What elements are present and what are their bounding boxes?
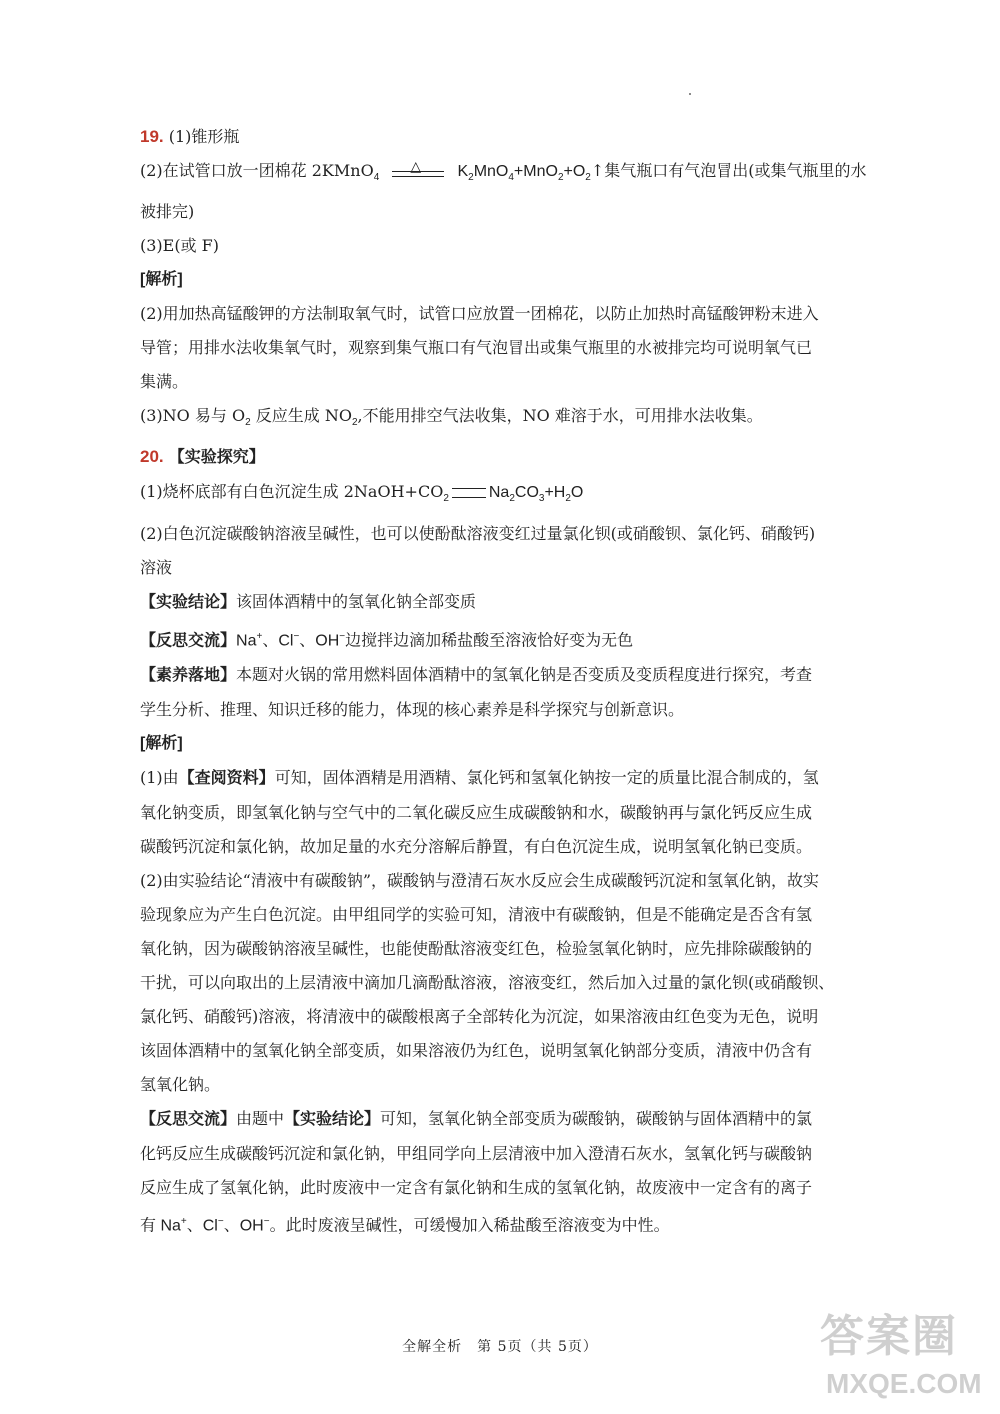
literacy-tag: 【素养落地】	[140, 666, 237, 684]
q19-answer-1: (1)锥形瓶	[168, 127, 240, 146]
reference-tag: 【查阅资料】	[178, 769, 275, 787]
conclusion-tag: 【实验结论】	[140, 593, 237, 611]
q20-literacy-line1: 【素养落地】本题对火锅的常用燃料固体酒精中的氢氧化钠是否变质及变质程度进行探究，考查	[140, 664, 813, 684]
q20-analysis-1-line3: 碳酸钙沉淀和氯化钠，故加足量的水充分溶解后静置，有白色沉淀生成，说明氢氧化钠已变质。	[140, 836, 813, 856]
q19-analysis-heading: [解析]	[140, 271, 183, 289]
q20-literacy-line2: 学生分析、推理、知识迁移的能力，体现的核心素养是科学探究与创新意识。	[140, 699, 685, 719]
q20-analysis-2-line4: 干扰，可以向取出的上层清液中滴加几滴酚酞溶液，溶液变红，然后加入过量的氯化钡(或硝酸钡、	[140, 972, 835, 992]
q20-analysis-2-line6: 该固体酒精中的氢氧化钠全部变质，如果溶液仍为红色，说明氢氧化钠部分变质，清液中仍含有	[140, 1040, 813, 1060]
watermark-site: MXQE.COM	[826, 1368, 982, 1399]
q20-reflect-analysis-line4: 有 Na+、Cl−、OH−。此时废液呈碱性，可缓慢加入稀盐酸至溶液变为中性。	[140, 1215, 670, 1235]
reaction-equals-sign	[452, 488, 486, 498]
q19-analysis-2-line1: (2)用加热高锰酸钾的方法制取氧气时，试管口应放置一团棉花，以防止加热时高锰酸钾粉末进入	[140, 304, 819, 324]
question-number-19: 19.	[140, 127, 164, 146]
q20-analysis-2-line3: 氧化钠，因为碳酸钠溶液呈碱性，也能使酚酞溶液变红色，检验氢氧化钠时，应先排除碳酸钠的	[140, 938, 813, 958]
q20-analysis-1-line2: 氧化钠变质，即氢氧化钠与空气中的二氧化碳反应生成碳酸钠和水，碳酸钠再与氯化钙反应生成	[140, 802, 813, 822]
q19-analysis-3: (3)NO 易与 $O_2$ 反应生成 $NO_2$,不能用排空气法收集，NO 难溶于水，可用排水法收集。	[140, 406, 763, 429]
q19-part2-cont: 被排完)	[140, 202, 195, 222]
heating-condition-symbol	[392, 158, 444, 182]
page-footer: 全解全析 第 5页（共 5页）	[402, 1339, 598, 1355]
q20-heading	[140, 440, 885, 475]
q20-analysis-2-line5: 氯化钙、硝酸钙)溶液，将清液中的碳酸根离子全部转化为沉淀，如果溶液由红色变为无色，说明	[140, 1006, 819, 1026]
q20-part2-line2: 溶液	[140, 557, 173, 577]
q20-part1: (1)烧杯底部有白色沉淀生成 $2NaOH+CO_2$ $Na_2CO_3+H_2O$	[140, 482, 584, 505]
q20-analysis-heading: [解析]	[140, 734, 183, 752]
page-speck	[689, 93, 691, 95]
q20-reflect-analysis-line3: 反应生成了氢氧化钠，此时废液中一定含有氯化钠和生成的氢氧化钠，故废液中一定含有的离子	[140, 1177, 813, 1197]
q20-analysis-2-line7: 氢氧化钠。	[140, 1074, 221, 1094]
q20-title-tag: 【实验探究】	[168, 449, 265, 467]
q19-part3: (3)E(或 F)	[140, 236, 220, 256]
q20-analysis-2-line1: (2)由实验结论“清液中有碳酸钠”，碳酸钠与澄清石灰水反应会生成碳酸钙沉淀和氢氧化钠，故实	[140, 870, 820, 890]
site-watermark	[820, 1300, 982, 1410]
q19-analysis-2-line3: 集满。	[140, 372, 189, 392]
q19-part1	[140, 120, 885, 154]
q19-part2: (2)在试管口放一团棉花 2KMnO$_4$ △ $K_2MnO_4+MnO_2+O_2↑$集气瓶口有气泡冒出(或集气瓶里的水	[140, 154, 885, 195]
question-number-20: 20.	[140, 447, 164, 467]
answer-content	[140, 120, 885, 1243]
q20-analysis-2-line2: 验现象应为产生白色沉淀。由甲组同学的实验可知，清液中有碳酸钠，但是不能确定是否含有氢	[140, 904, 813, 924]
triangle-heat-icon: △	[410, 158, 422, 175]
q20-reflect-analysis-line1: 【反思交流】由题中【实验结论】可知，氢氧化钠全部变质为碳酸钠，碳酸钠与固体酒精中的氯	[140, 1108, 813, 1128]
q20-part2-line1: (2)白色沉淀碳酸钠溶液呈碱性，也可以使酚酞溶液变红过量氯化钡(或硝酸钡、氯化钙、硝酸钙)	[140, 523, 816, 543]
q20-analysis-1-line1: (1)由【查阅资料】可知，固体酒精是用酒精、氯化钙和氢氧化钠按一定的质量比混合制成的，氢	[140, 767, 819, 787]
watermark-logo: 答案圈	[820, 1311, 958, 1362]
q19-analysis-2-line2: 导管；用排水法收集氧气时，观察到集气瓶口有气泡冒出或集气瓶里的水被排完均可说明氧气已	[140, 338, 813, 358]
reflection-tag: 【反思交流】	[140, 631, 237, 649]
q20-reflection: 【反思交流】Na+、Cl−、OH−边搅拌边滴加稀盐酸至溶液恰好变为无色	[140, 629, 634, 649]
q20-conclusion: 【实验结论】该固体酒精中的氢氧化钠全部变质	[140, 591, 477, 611]
q20-reflect-analysis-line2: 化钙反应生成碳酸钙沉淀和氯化钠，甲组同学向上层清液中加入澄清石灰水，氢氧化钙与碳酸钠	[140, 1143, 813, 1163]
